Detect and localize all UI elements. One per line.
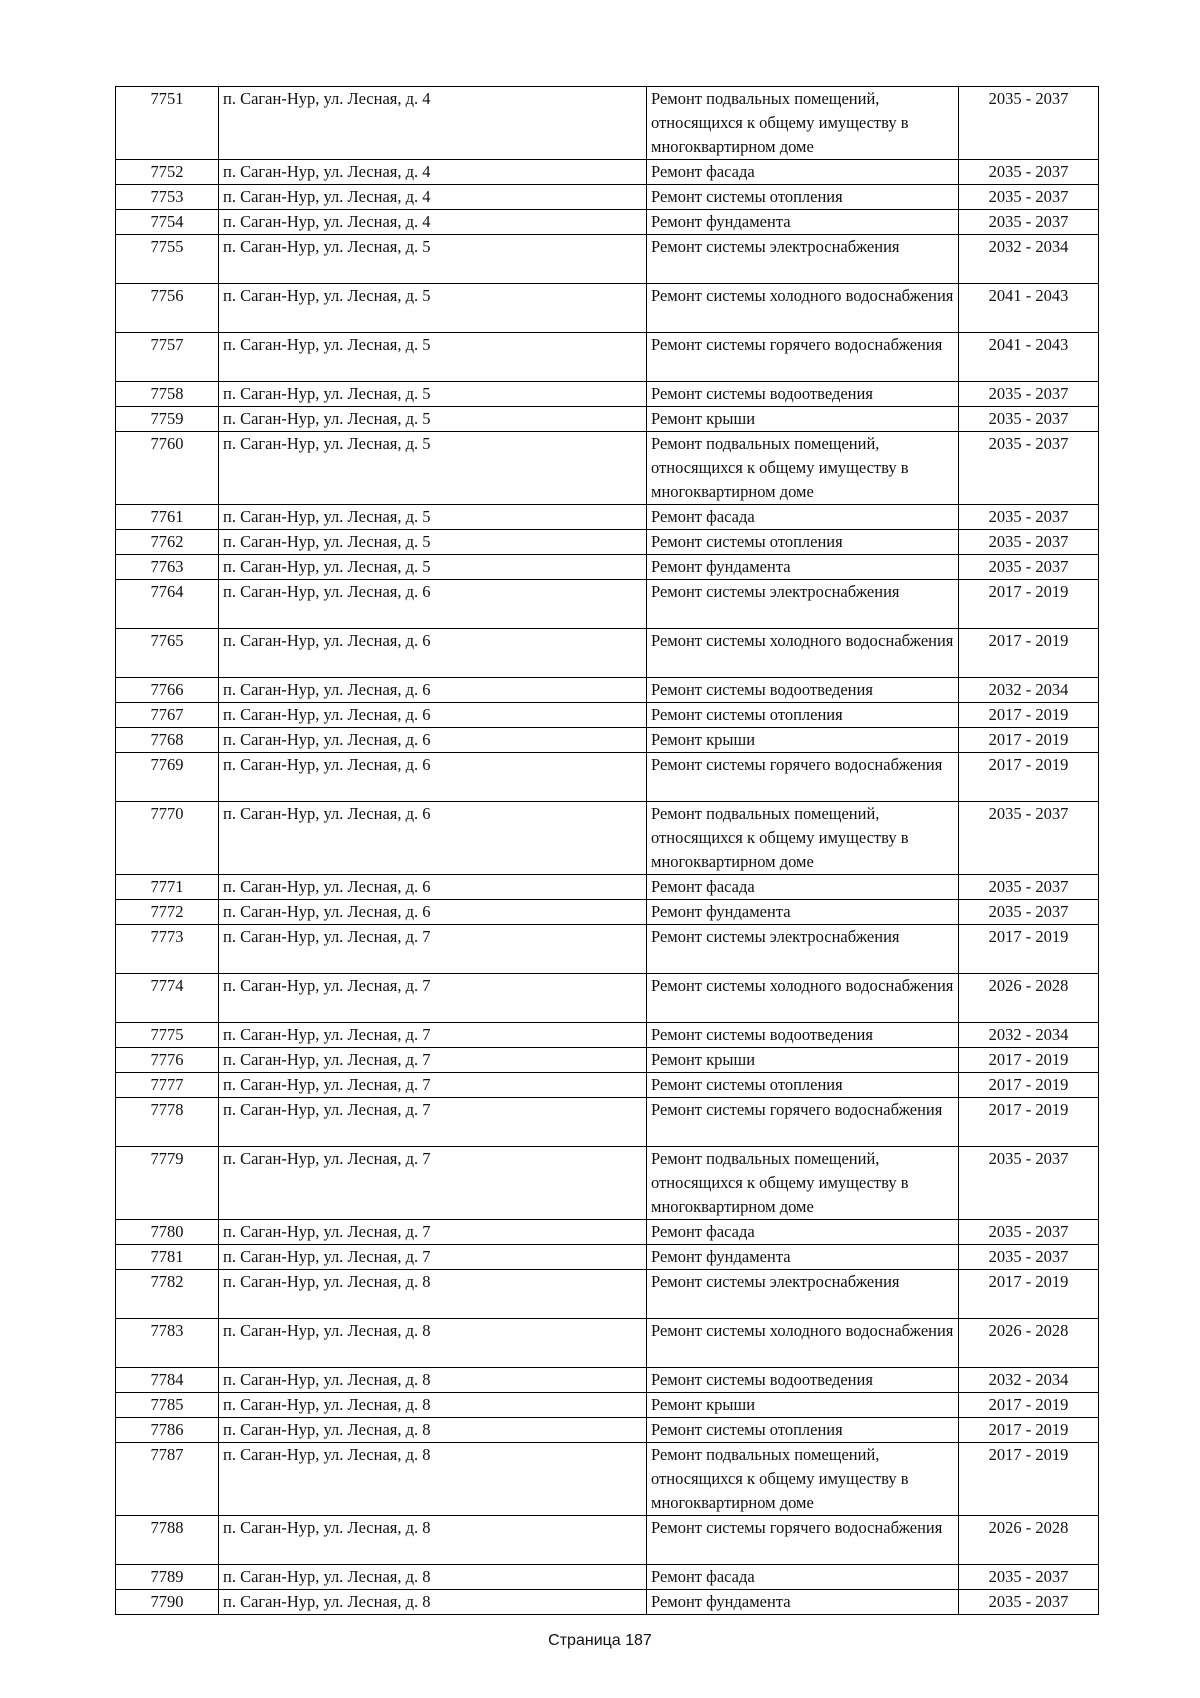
row-period: 2035 - 2037 <box>959 530 1099 555</box>
row-work-type: Ремонт фасада <box>647 1220 959 1245</box>
row-address: п. Саган-Нур, ул. Лесная, д. 8 <box>219 1368 647 1393</box>
row-address: п. Саган-Нур, ул. Лесная, д. 6 <box>219 678 647 703</box>
row-address: п. Саган-Нур, ул. Лесная, д. 7 <box>219 1073 647 1098</box>
row-address: п. Саган-Нур, ул. Лесная, д. 7 <box>219 1147 647 1220</box>
row-number: 7769 <box>116 753 219 802</box>
row-number: 7772 <box>116 900 219 925</box>
row-work-type: Ремонт фундамента <box>647 210 959 235</box>
row-work-type: Ремонт системы водоотведения <box>647 1023 959 1048</box>
table-row <box>116 1048 1099 1073</box>
row-address: п. Саган-Нур, ул. Лесная, д. 6 <box>219 802 647 875</box>
row-address: п. Саган-Нур, ул. Лесная, д. 6 <box>219 703 647 728</box>
row-work-type: Ремонт фундамента <box>647 555 959 580</box>
row-work-type: Ремонт системы холодного водоснабжения <box>647 629 959 678</box>
table-row <box>116 678 1099 703</box>
row-period: 2026 - 2028 <box>959 974 1099 1023</box>
row-work-type: Ремонт системы горячего водоснабжения <box>647 1516 959 1565</box>
row-period: 2032 - 2034 <box>959 1368 1099 1393</box>
table-row <box>116 1220 1099 1245</box>
row-number: 7777 <box>116 1073 219 1098</box>
row-period: 2035 - 2037 <box>959 802 1099 875</box>
repair-schedule-table <box>115 86 1099 1615</box>
row-work-type: Ремонт подвальных помещений, относящихся к общему имуществу в многоквартирном доме <box>647 1147 959 1220</box>
row-address: п. Саган-Нур, ул. Лесная, д. 6 <box>219 629 647 678</box>
table-row <box>116 432 1099 505</box>
row-period: 2041 - 2043 <box>959 284 1099 333</box>
table-row <box>116 802 1099 875</box>
row-number: 7766 <box>116 678 219 703</box>
table-row <box>116 505 1099 530</box>
row-work-type: Ремонт фасада <box>647 875 959 900</box>
table-row <box>116 382 1099 407</box>
repair-schedule-body <box>116 87 1099 1615</box>
row-work-type: Ремонт системы холодного водоснабжения <box>647 1319 959 1368</box>
row-address: п. Саган-Нур, ул. Лесная, д. 6 <box>219 728 647 753</box>
row-address: п. Саган-Нур, ул. Лесная, д. 8 <box>219 1590 647 1615</box>
row-work-type: Ремонт системы горячего водоснабжения <box>647 753 959 802</box>
table-row <box>116 974 1099 1023</box>
row-period: 2017 - 2019 <box>959 1443 1099 1516</box>
row-number: 7751 <box>116 87 219 160</box>
table-row <box>116 1565 1099 1590</box>
row-address: п. Саган-Нур, ул. Лесная, д. 7 <box>219 1023 647 1048</box>
row-work-type: Ремонт системы отопления <box>647 1418 959 1443</box>
row-number: 7771 <box>116 875 219 900</box>
row-number: 7758 <box>116 382 219 407</box>
row-address: п. Саган-Нур, ул. Лесная, д. 5 <box>219 432 647 505</box>
row-period: 2032 - 2034 <box>959 1023 1099 1048</box>
row-number: 7784 <box>116 1368 219 1393</box>
row-work-type: Ремонт крыши <box>647 407 959 432</box>
row-work-type: Ремонт подвальных помещений, относящихся к общему имуществу в многоквартирном доме <box>647 87 959 160</box>
row-number: 7786 <box>116 1418 219 1443</box>
row-period: 2017 - 2019 <box>959 629 1099 678</box>
row-period: 2035 - 2037 <box>959 875 1099 900</box>
row-period: 2035 - 2037 <box>959 1590 1099 1615</box>
row-work-type: Ремонт подвальных помещений, относящихся к общему имуществу в многоквартирном доме <box>647 432 959 505</box>
table-row <box>116 210 1099 235</box>
row-period: 2035 - 2037 <box>959 407 1099 432</box>
row-period: 2035 - 2037 <box>959 210 1099 235</box>
row-period: 2017 - 2019 <box>959 1418 1099 1443</box>
row-work-type: Ремонт системы отопления <box>647 185 959 210</box>
row-number: 7755 <box>116 235 219 284</box>
row-period: 2035 - 2037 <box>959 555 1099 580</box>
table-row <box>116 407 1099 432</box>
row-address: п. Саган-Нур, ул. Лесная, д. 4 <box>219 160 647 185</box>
table-row <box>116 160 1099 185</box>
row-number: 7752 <box>116 160 219 185</box>
table-row <box>116 1368 1099 1393</box>
table-row <box>116 900 1099 925</box>
table-row <box>116 1245 1099 1270</box>
table-row <box>116 1319 1099 1368</box>
row-address: п. Саган-Нур, ул. Лесная, д. 8 <box>219 1565 647 1590</box>
row-work-type: Ремонт подвальных помещений, относящихся к общему имуществу в многоквартирном доме <box>647 802 959 875</box>
row-period: 2035 - 2037 <box>959 1220 1099 1245</box>
row-number: 7787 <box>116 1443 219 1516</box>
row-period: 2017 - 2019 <box>959 925 1099 974</box>
row-number: 7765 <box>116 629 219 678</box>
table-row <box>116 1073 1099 1098</box>
row-address: п. Саган-Нур, ул. Лесная, д. 4 <box>219 87 647 160</box>
table-row <box>116 753 1099 802</box>
row-address: п. Саган-Нур, ул. Лесная, д. 7 <box>219 1048 647 1073</box>
table-row <box>116 1393 1099 1418</box>
row-address: п. Саган-Нур, ул. Лесная, д. 8 <box>219 1516 647 1565</box>
row-number: 7776 <box>116 1048 219 1073</box>
row-period: 2017 - 2019 <box>959 1073 1099 1098</box>
row-period: 2032 - 2034 <box>959 235 1099 284</box>
row-work-type: Ремонт системы водоотведения <box>647 382 959 407</box>
row-number: 7770 <box>116 802 219 875</box>
row-period: 2035 - 2037 <box>959 160 1099 185</box>
row-period: 2017 - 2019 <box>959 1048 1099 1073</box>
row-number: 7756 <box>116 284 219 333</box>
row-work-type: Ремонт подвальных помещений, относящихся к общему имуществу в многоквартирном доме <box>647 1443 959 1516</box>
row-period: 2035 - 2037 <box>959 432 1099 505</box>
table-row <box>116 555 1099 580</box>
row-number: 7773 <box>116 925 219 974</box>
row-address: п. Саган-Нур, ул. Лесная, д. 7 <box>219 925 647 974</box>
row-work-type: Ремонт фундамента <box>647 1245 959 1270</box>
row-work-type: Ремонт фасада <box>647 1565 959 1590</box>
row-address: п. Саган-Нур, ул. Лесная, д. 6 <box>219 900 647 925</box>
row-work-type: Ремонт системы холодного водоснабжения <box>647 974 959 1023</box>
table-row <box>116 1098 1099 1147</box>
row-number: 7785 <box>116 1393 219 1418</box>
row-work-type: Ремонт фасада <box>647 505 959 530</box>
row-address: п. Саган-Нур, ул. Лесная, д. 5 <box>219 333 647 382</box>
row-work-type: Ремонт крыши <box>647 1393 959 1418</box>
row-number: 7753 <box>116 185 219 210</box>
table-row <box>116 530 1099 555</box>
row-number: 7764 <box>116 580 219 629</box>
row-address: п. Саган-Нур, ул. Лесная, д. 5 <box>219 407 647 432</box>
row-period: 2017 - 2019 <box>959 753 1099 802</box>
row-address: п. Саган-Нур, ул. Лесная, д. 5 <box>219 235 647 284</box>
row-address: п. Саган-Нур, ул. Лесная, д. 7 <box>219 1245 647 1270</box>
row-number: 7759 <box>116 407 219 432</box>
table-row <box>116 703 1099 728</box>
row-period: 2035 - 2037 <box>959 900 1099 925</box>
row-number: 7778 <box>116 1098 219 1147</box>
table-row <box>116 333 1099 382</box>
row-number: 7790 <box>116 1590 219 1615</box>
page-number-footer: Страница 187 <box>548 1632 652 1649</box>
row-work-type: Ремонт крыши <box>647 1048 959 1073</box>
row-number: 7781 <box>116 1245 219 1270</box>
row-number: 7775 <box>116 1023 219 1048</box>
table-row <box>116 728 1099 753</box>
row-period: 2017 - 2019 <box>959 1393 1099 1418</box>
row-number: 7774 <box>116 974 219 1023</box>
row-address: п. Саган-Нур, ул. Лесная, д. 7 <box>219 974 647 1023</box>
row-number: 7760 <box>116 432 219 505</box>
row-number: 7757 <box>116 333 219 382</box>
row-number: 7767 <box>116 703 219 728</box>
row-period: 2035 - 2037 <box>959 185 1099 210</box>
row-address: п. Саган-Нур, ул. Лесная, д. 8 <box>219 1418 647 1443</box>
row-address: п. Саган-Нур, ул. Лесная, д. 6 <box>219 875 647 900</box>
row-address: п. Саган-Нур, ул. Лесная, д. 5 <box>219 555 647 580</box>
table-row <box>116 1590 1099 1615</box>
row-number: 7763 <box>116 555 219 580</box>
row-work-type: Ремонт системы горячего водоснабжения <box>647 1098 959 1147</box>
row-address: п. Саган-Нур, ул. Лесная, д. 5 <box>219 284 647 333</box>
row-address: п. Саган-Нур, ул. Лесная, д. 5 <box>219 382 647 407</box>
table-row <box>116 925 1099 974</box>
row-number: 7762 <box>116 530 219 555</box>
row-number: 7768 <box>116 728 219 753</box>
row-period: 2035 - 2037 <box>959 1147 1099 1220</box>
table-row <box>116 629 1099 678</box>
row-period: 2041 - 2043 <box>959 333 1099 382</box>
row-address: п. Саган-Нур, ул. Лесная, д. 4 <box>219 210 647 235</box>
row-number: 7782 <box>116 1270 219 1319</box>
table-row <box>116 1270 1099 1319</box>
row-work-type: Ремонт системы электроснабжения <box>647 1270 959 1319</box>
row-work-type: Ремонт системы электроснабжения <box>647 925 959 974</box>
table-row <box>116 185 1099 210</box>
row-work-type: Ремонт системы электроснабжения <box>647 580 959 629</box>
row-address: п. Саган-Нур, ул. Лесная, д. 4 <box>219 185 647 210</box>
table-row <box>116 875 1099 900</box>
table-row <box>116 1147 1099 1220</box>
row-number: 7779 <box>116 1147 219 1220</box>
row-period: 2017 - 2019 <box>959 1098 1099 1147</box>
row-address: п. Саган-Нур, ул. Лесная, д. 8 <box>219 1319 647 1368</box>
row-address: п. Саган-Нур, ул. Лесная, д. 7 <box>219 1220 647 1245</box>
row-work-type: Ремонт системы отопления <box>647 530 959 555</box>
row-work-type: Ремонт фасада <box>647 160 959 185</box>
row-number: 7754 <box>116 210 219 235</box>
table-row <box>116 284 1099 333</box>
table-row <box>116 87 1099 160</box>
row-work-type: Ремонт системы водоотведения <box>647 678 959 703</box>
row-work-type: Ремонт фундамента <box>647 1590 959 1615</box>
row-period: 2017 - 2019 <box>959 703 1099 728</box>
row-address: п. Саган-Нур, ул. Лесная, д. 5 <box>219 530 647 555</box>
row-period: 2026 - 2028 <box>959 1516 1099 1565</box>
row-address: п. Саган-Нур, ул. Лесная, д. 7 <box>219 1098 647 1147</box>
row-period: 2017 - 2019 <box>959 580 1099 629</box>
row-work-type: Ремонт системы электроснабжения <box>647 235 959 284</box>
table-row <box>116 1516 1099 1565</box>
row-number: 7761 <box>116 505 219 530</box>
row-address: п. Саган-Нур, ул. Лесная, д. 8 <box>219 1393 647 1418</box>
table-row <box>116 1023 1099 1048</box>
row-work-type: Ремонт системы горячего водоснабжения <box>647 333 959 382</box>
row-address: п. Саган-Нур, ул. Лесная, д. 6 <box>219 753 647 802</box>
row-period: 2035 - 2037 <box>959 1245 1099 1270</box>
row-period: 2035 - 2037 <box>959 505 1099 530</box>
row-address: п. Саган-Нур, ул. Лесная, д. 8 <box>219 1270 647 1319</box>
row-address: п. Саган-Нур, ул. Лесная, д. 5 <box>219 505 647 530</box>
row-work-type: Ремонт крыши <box>647 728 959 753</box>
table-row <box>116 580 1099 629</box>
row-number: 7788 <box>116 1516 219 1565</box>
row-work-type: Ремонт системы водоотведения <box>647 1368 959 1393</box>
row-work-type: Ремонт системы холодного водоснабжения <box>647 284 959 333</box>
row-period: 2017 - 2019 <box>959 1270 1099 1319</box>
row-work-type: Ремонт системы отопления <box>647 703 959 728</box>
row-period: 2026 - 2028 <box>959 1319 1099 1368</box>
row-address: п. Саган-Нур, ул. Лесная, д. 6 <box>219 580 647 629</box>
row-number: 7783 <box>116 1319 219 1368</box>
row-period: 2035 - 2037 <box>959 382 1099 407</box>
row-period: 2017 - 2019 <box>959 728 1099 753</box>
row-work-type: Ремонт системы отопления <box>647 1073 959 1098</box>
row-period: 2032 - 2034 <box>959 678 1099 703</box>
table-row <box>116 235 1099 284</box>
table-row <box>116 1418 1099 1443</box>
row-number: 7789 <box>116 1565 219 1590</box>
row-address: п. Саган-Нур, ул. Лесная, д. 8 <box>219 1443 647 1516</box>
row-work-type: Ремонт фундамента <box>647 900 959 925</box>
row-number: 7780 <box>116 1220 219 1245</box>
table-row <box>116 1443 1099 1516</box>
row-period: 2035 - 2037 <box>959 87 1099 160</box>
row-period: 2035 - 2037 <box>959 1565 1099 1590</box>
